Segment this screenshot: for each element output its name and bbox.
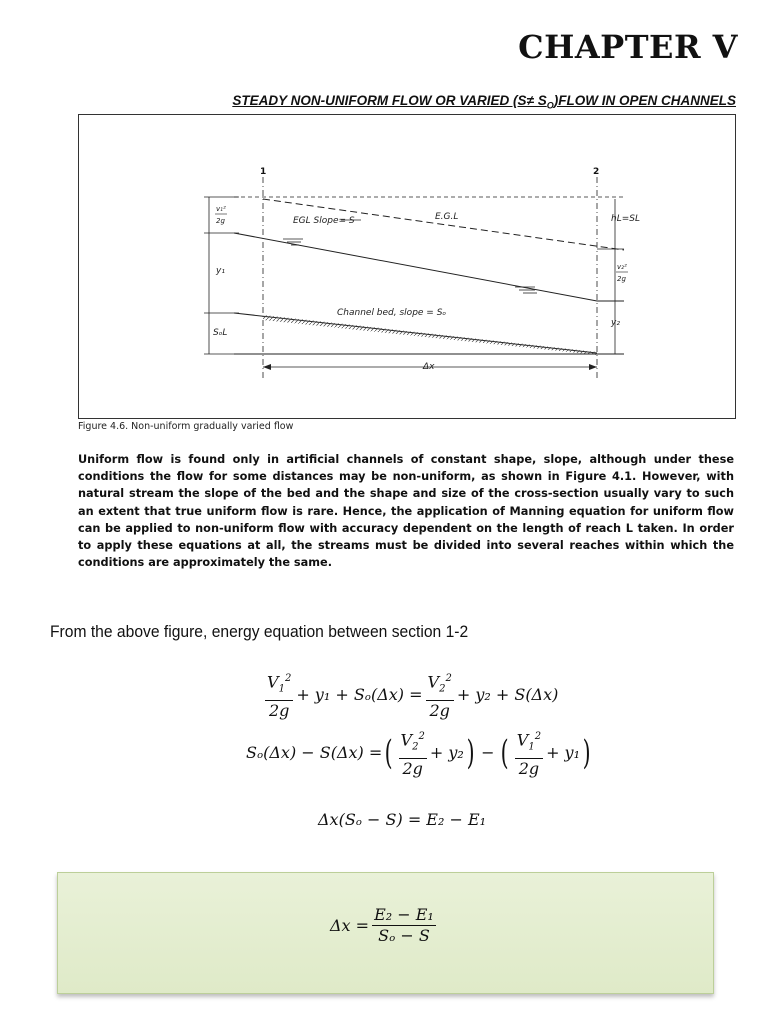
paren-open: ( <box>501 732 510 773</box>
body-paragraph: Uniform flow is found only in artificial channels of constant shape, slope, although under these conditions the flow for some distances may be non-uniform, as shown in Figure 4.1. However, with natural stream the slope of the bed and the shape and size of the cross-section usually vary to such an extent that true uniform flow is rare. Hence, the application of Manning equation for uniform flow can be applied to non-uniform flow with accuracy dependent on the length of reach L taken. In order to apply these equations at all, the streams must be divided into several reaches within which the conditions are approximately the same. <box>78 453 734 570</box>
frac-v1: $\frac{V_1^2}{2g}$ <box>515 728 543 778</box>
velocity-head-2-den: 2g <box>617 275 626 283</box>
paren-close: ) <box>466 732 475 773</box>
figure-frame <box>78 114 736 419</box>
result-equation <box>330 906 439 945</box>
channel-bed-hatch <box>263 315 597 355</box>
paren-close: ) <box>582 732 591 773</box>
egl-slope-label: EGL Slope= S <box>293 216 355 226</box>
velocity-head-1-num: v₁² <box>216 205 226 213</box>
eq2-plus-y1: + y₁ <box>546 743 581 763</box>
velocity-head-1-den: 2g <box>216 217 225 225</box>
paren-open: ( <box>384 732 393 773</box>
water-surface-line <box>234 233 597 301</box>
section-2-label: 2 <box>593 167 600 177</box>
eq1-right: + y₂ + S(Δx) <box>456 685 559 705</box>
frac-v1: $\frac{V_1^2}{2g}$ <box>265 670 293 720</box>
equation-2 <box>246 728 593 778</box>
velocity-head-2-num: v₂² <box>617 263 627 271</box>
dx-label: Δx <box>423 362 435 372</box>
bed-label: Channel bed, slope = Sₒ <box>337 308 447 318</box>
sol-label: SₒL <box>213 328 228 338</box>
hl-label: hL=SL <box>611 214 640 224</box>
eq2-lhs: Sₒ(Δx) − S(Δx) = <box>246 743 383 763</box>
equation-1 <box>262 670 558 720</box>
dx-arrow-right <box>589 364 597 370</box>
eq1-middle: + y₁ + Sₒ(Δx) = <box>296 685 423 705</box>
y2-label: y₂ <box>611 318 620 328</box>
section-1-label: 1 <box>260 167 267 177</box>
eq2-plus-y2: + y₂ <box>429 743 464 763</box>
eq2-minus: − <box>481 743 495 763</box>
y1-label: y₁ <box>216 266 225 276</box>
equation-3: Δx(Sₒ − S) = E₂ − E₁ <box>318 810 487 829</box>
chapter-heading: CHAPTER V <box>518 28 738 66</box>
egl-label: E.G.L <box>435 212 459 222</box>
frac-v2: $\frac{V_2^2}{2g}$ <box>426 670 454 720</box>
section-title-sub: O <box>546 100 554 111</box>
result-frac: $\frac{\text{E₂ − E₁}}{\text{Sₒ − S}}$ <box>374 905 434 945</box>
intro-text: From the above figure, energy equation between section 1-2 <box>50 622 469 641</box>
section-title-part: )FLOW IN OPEN CHANNELS <box>553 93 736 108</box>
figure-caption: Figure 4.6. Non-uniform gradually varied flow <box>78 421 294 432</box>
frac-v2: $\frac{V_2^2}{2g}$ <box>399 728 427 778</box>
result-lhs: Δx = <box>330 916 370 935</box>
section-title <box>232 93 736 111</box>
flow-diagram <box>79 115 737 420</box>
dx-arrow-left <box>263 364 271 370</box>
section-title-part: STEADY NON-UNIFORM FLOW OR VARIED (S≠ S <box>232 93 547 108</box>
